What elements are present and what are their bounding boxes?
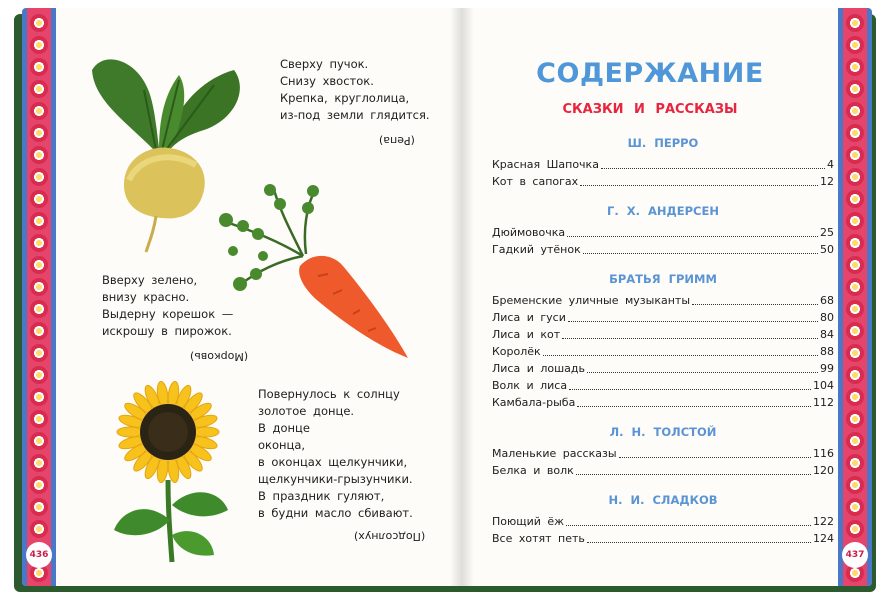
toc-leader-dots [576,474,811,475]
toc-entry-page: 124 [813,532,834,545]
toc-author-heading: Г. Х. АНДЕРСЕН [607,204,719,218]
toc-entry [492,394,834,411]
toc-leader-dots [601,168,825,169]
toc-entry-title: Лиса и лошадь [492,362,586,375]
toc-entry [492,326,834,343]
left-decorative-border [22,8,56,586]
flower-ornament [30,234,48,252]
toc-leader-dots [562,338,818,339]
toc-entry [492,445,834,462]
flower-ornament [30,212,48,230]
flower-ornament [30,256,48,274]
toc-leader-dots [566,525,811,526]
toc-leader-dots [543,355,818,356]
flower-ornament [846,124,864,142]
toc-entry [492,462,834,479]
right-page [462,8,872,586]
toc-entry [492,343,834,360]
flower-ornament [30,366,48,384]
toc-entry-page: 12 [820,175,834,188]
riddle-carrot [102,272,233,340]
toc-entry-title: Лиса и кот [492,328,561,341]
toc-entry-title: Королёк [492,345,541,358]
toc-leader-dots [569,389,811,390]
answer-sunflower: (Подсолнух) [354,530,426,543]
toc-entry [492,513,834,530]
flower-ornament [30,498,48,516]
toc-entry [492,530,834,547]
flower-ornament [846,410,864,428]
toc-entry-title: Бременские уличные музыканты [492,294,691,307]
flower-ornament [846,80,864,98]
flower-ornament [846,344,864,362]
flower-ornament [30,80,48,98]
toc-leader-dots [583,253,818,254]
flower-ornament [30,278,48,296]
contents-title: СОДЕРЖАНИЕ [536,58,764,89]
sunflower-petal [117,427,143,437]
toc-entry-title: Белка и волк [492,464,574,477]
toc-entry-title: Камбала-рыба [492,396,576,409]
flower-ornament [30,476,48,494]
toc-entry-page: 122 [813,515,834,528]
toc-entry [492,173,834,190]
toc-entry-title: Кот в сапогах [492,175,579,188]
flower-ornament [30,520,48,538]
toc-author-heading: БРАТЬЯ ГРИММ [609,272,717,286]
flower-ornament [30,190,48,208]
toc-entry-page: 116 [813,447,834,460]
flower-ornament [846,322,864,340]
toc-entry-page: 120 [813,464,834,477]
toc-entry-page: 80 [820,311,834,324]
flower-ornament [846,366,864,384]
toc-entry [492,292,834,309]
riddle-line: внизу красно. [102,290,190,304]
toc-entry-title: Красная Шапочка [492,158,599,171]
flower-ornament [846,102,864,120]
flower-ornament [846,476,864,494]
toc-entry [492,377,834,394]
book-spine [450,8,474,586]
toc-leader-dots [619,457,812,458]
toc-entry-title: Дюймовочка [492,226,566,239]
toc-entry-page: 25 [820,226,834,239]
toc-entry-page: 68 [820,294,834,307]
riddle-line: Повернулось к солнцу [258,387,400,401]
right-page-number: 437 [842,542,868,568]
riddle-line: Снизу хвосток. [280,74,374,88]
flower-ornament [846,168,864,186]
toc-entry-title: Все хотят петь [492,532,585,545]
flower-ornament [30,388,48,406]
left-page-number: 436 [26,542,52,568]
toc-leader-dots [587,542,811,543]
toc-leader-dots [587,372,818,373]
toc-entry [492,156,834,173]
flower-ornament [30,432,48,450]
sunflower-picture [102,370,237,565]
flower-ornament [30,454,48,472]
toc-author-heading: Н. И. СЛАДКОВ [608,493,718,507]
toc-entry-title: Поющий ёж [492,515,565,528]
toc-entry-page: 88 [820,345,834,358]
riddle-line: искрошу в пирожок. [102,324,232,338]
flower-ornament [846,190,864,208]
open-book [14,8,876,592]
toc-leader-dots [577,406,811,407]
flower-ornament [846,300,864,318]
flower-ornament [30,146,48,164]
flower-ornament [30,102,48,120]
riddle-line: В праздник гуляют, [258,489,385,503]
riddle-line: золотое донце. [258,404,355,418]
flower-ornament [30,58,48,76]
flower-ornament [846,498,864,516]
carrot-picture [208,176,408,366]
flower-ornament [30,344,48,362]
table-of-contents [492,132,834,547]
answer-carrot: (Морковь) [190,350,249,363]
riddle-line: в оконцах щелкунчики, [258,455,408,469]
flower-ornament [846,388,864,406]
contents-subtitle: СКАЗКИ И РАССКАЗЫ [562,102,738,117]
toc-entry-title: Лиса и гуси [492,311,566,324]
flower-ornament [846,36,864,54]
flower-ornament [846,278,864,296]
flower-ornament [846,58,864,76]
flower-ornament [846,432,864,450]
flower-ornament [30,168,48,186]
flower-ornament [846,146,864,164]
toc-entry [492,360,834,377]
right-border-flowers [843,8,867,586]
toc-leader-dots [692,304,818,305]
riddle-line: Выдерну корешок — [102,307,234,321]
answer-turnip: (Репа) [379,134,415,147]
flower-ornament [30,36,48,54]
flower-ornament [846,212,864,230]
riddle-line: Крепка, круглолица, [280,91,410,105]
toc-leader-dots [568,321,818,322]
left-border-flowers [27,8,51,586]
riddle-line: Сверху пучок. [280,57,369,71]
riddle-line: оконца, [258,438,306,452]
toc-entry-title: Гадкий утёнок [492,243,581,256]
toc-author-heading: Л. Н. ТОЛСТОЙ [609,425,717,439]
riddle-line: из-под земли глядится. [280,108,430,122]
left-page [22,8,462,586]
flower-ornament [846,256,864,274]
flower-ornament [846,234,864,252]
riddle-line: Вверху зелено, [102,273,198,287]
toc-entry-page: 84 [820,328,834,341]
flower-ornament [846,14,864,32]
flower-ornament [30,124,48,142]
sunflower-petal [193,427,219,437]
toc-author-heading: Ш. ПЕРРО [627,136,699,150]
toc-leader-dots [567,236,818,237]
toc-entry-page: 104 [813,379,834,392]
toc-entry [492,241,834,258]
flower-ornament [30,14,48,32]
flower-ornament [30,322,48,340]
toc-entry-title: Волк и лиса [492,379,568,392]
toc-entry-page: 112 [813,396,834,409]
flower-ornament [846,520,864,538]
toc-entry-page: 4 [827,158,834,171]
toc-entry [492,309,834,326]
toc-leader-dots [580,185,818,186]
toc-entry-title: Маленькие рассказы [492,447,617,460]
flower-ornament [30,300,48,318]
toc-entry-page: 50 [820,243,834,256]
right-decorative-border [838,8,872,586]
riddle-sunflower [258,386,413,522]
riddle-line: в будни масло сбивают. [258,506,413,520]
toc-entry-page: 99 [820,362,834,375]
riddle-turnip [280,56,430,124]
riddle-line: щелкунчики-грызунчики. [258,472,413,486]
flower-ornament [30,410,48,428]
riddle-line: В донце [258,421,310,435]
toc-entry [492,224,834,241]
flower-ornament [846,454,864,472]
